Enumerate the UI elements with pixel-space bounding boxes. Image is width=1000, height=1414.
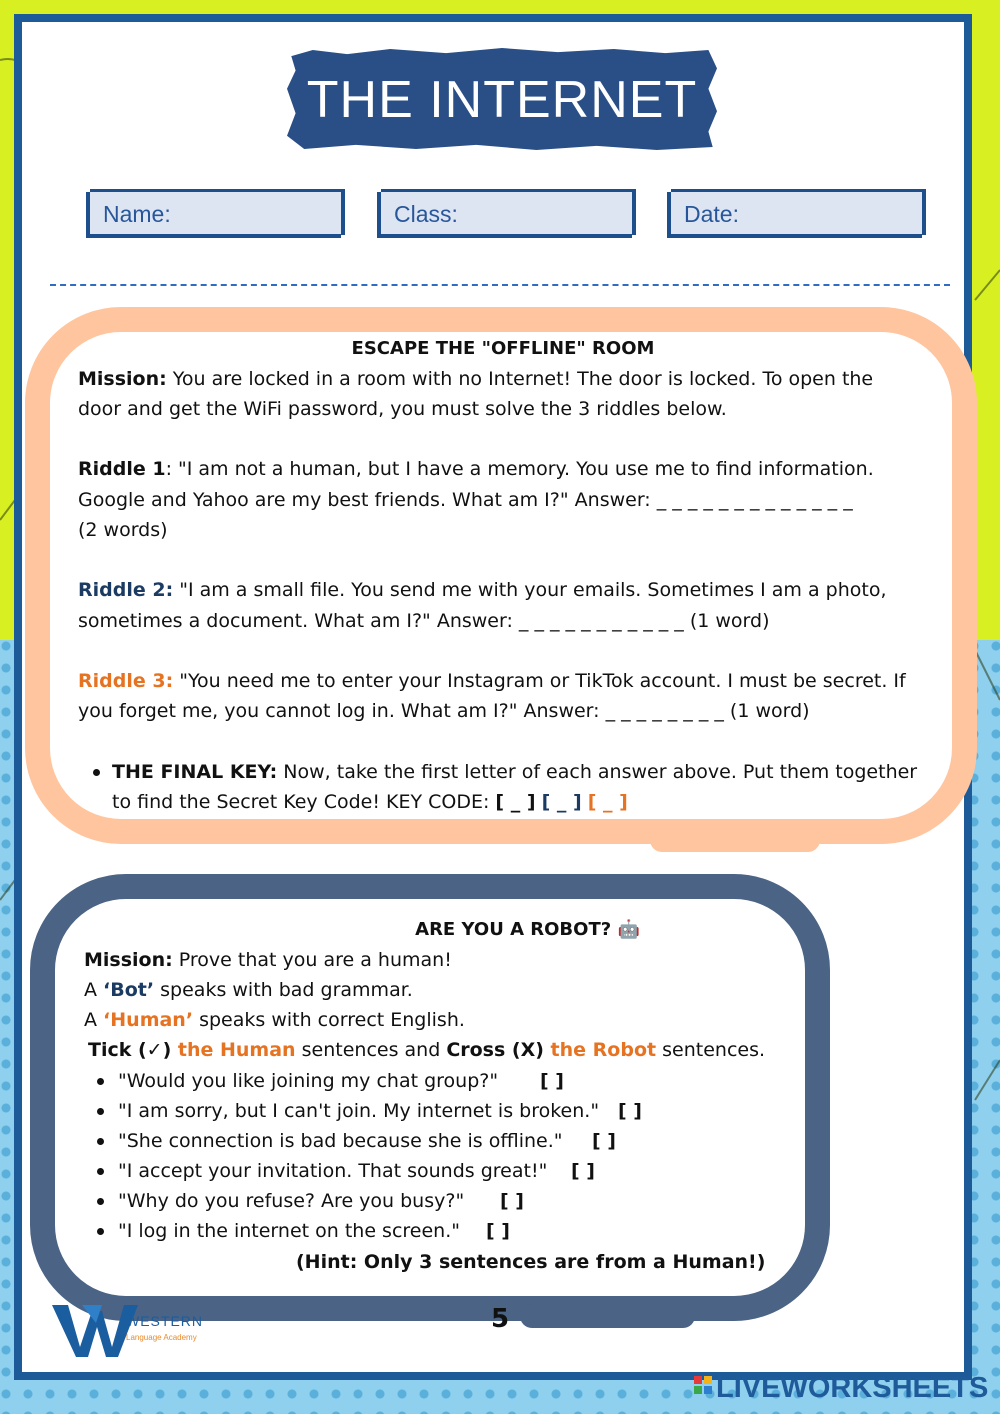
box-text[interactable]: [ ] — [486, 1220, 510, 1242]
liveworksheets-watermark: LIVEWORKSHEETS — [716, 1372, 989, 1404]
riddle3-text: "You need me to enter your Instagram or TikTok account. I must be secret. If — [173, 670, 906, 692]
box-text[interactable]: [ ] — [540, 1070, 564, 1092]
escape-room-bubble-tail — [650, 828, 820, 852]
instruction-mid: sentences and — [295, 1039, 447, 1061]
cross-robot: the Robot — [543, 1039, 657, 1061]
sentence-item: "I am sorry, but I can't join. My internet is broken." — [118, 1100, 600, 1122]
checkbox-4[interactable] — [571, 1156, 595, 1186]
bot-prefix: A — [84, 979, 104, 1001]
watermark-square-icon — [704, 1376, 712, 1384]
bullet — [97, 1138, 104, 1145]
final-key-line2 — [112, 787, 628, 817]
divider — [50, 284, 950, 286]
bot-suffix: speaks with bad grammar. — [154, 979, 413, 1001]
sentence-item: "Why do you refuse? Are you busy?" — [118, 1190, 465, 1212]
date-field[interactable]: Date: — [667, 192, 922, 238]
riddle1-line2[interactable]: Google and Yahoo are my best friends. What am I?" Answer: _ _ _ _ _ _ _ _ _ _ _ _ _ — [78, 489, 853, 511]
riddle1-text: : "I am not a human, but I have a memory. You use me to find information. — [165, 458, 874, 480]
human-word: ‘Human’ — [103, 1009, 194, 1031]
page-title: THE INTERNET — [306, 71, 698, 129]
key-code-label: to find the Secret Key Code! KEY CODE: — [112, 791, 496, 813]
bullet — [97, 1198, 104, 1205]
bot-word: ‘Bot’ — [103, 979, 155, 1001]
instruction-end: sentences. — [656, 1039, 766, 1061]
hint-text: (Hint: Only 3 sentences are from a Human!) — [296, 1251, 766, 1273]
riddle2-label: Riddle 2: — [78, 579, 174, 601]
riddle1-label: Riddle 1 — [78, 458, 166, 480]
watermark-square-icon — [704, 1386, 712, 1394]
watermark-square-icon — [694, 1376, 702, 1384]
key-slot-2[interactable]: [ _ ] — [541, 791, 582, 813]
key-slot-3[interactable]: [ _ ] — [587, 791, 628, 813]
robot-mission-label: Mission: — [84, 949, 173, 971]
class-field[interactable]: Class: — [377, 192, 632, 238]
logo-name: WESTERN — [126, 1313, 203, 1329]
name-field[interactable]: Name: — [86, 192, 341, 238]
tick-human: the Human — [171, 1039, 296, 1061]
bot-definition — [84, 975, 413, 1005]
human-prefix: A — [84, 1009, 104, 1031]
western-logo-icon — [52, 1303, 222, 1359]
human-suffix: speaks with correct English. — [193, 1009, 465, 1031]
riddle3-line2[interactable]: you forget me, you cannot log in. What am I?" Answer: _ _ _ _ _ _ _ _ (1 word) — [78, 700, 810, 722]
checkbox-1[interactable] — [540, 1066, 564, 1096]
box-text[interactable]: [ ] — [618, 1100, 642, 1122]
final-key-label: THE FINAL KEY: — [112, 761, 278, 783]
bullet — [93, 769, 100, 776]
bullet — [97, 1168, 104, 1175]
logo-subtitle: Language Academy — [126, 1333, 197, 1342]
riddle3-label: Riddle 3: — [78, 670, 174, 692]
sentence-item: "I accept your invitation. That sounds great!" — [118, 1160, 548, 1182]
robot-mission-text: Prove that you are a human! — [172, 949, 452, 971]
mission-label: Mission: — [78, 368, 167, 390]
riddle2-text: "I am a small file. You send me with your emails. Sometimes I am a photo, — [173, 579, 887, 601]
escape-mission-line1 — [78, 364, 873, 394]
watermark-square-icon — [694, 1386, 702, 1394]
sentence-item: "She connection is bad because she is offline." — [118, 1130, 563, 1152]
bullet — [97, 1228, 104, 1235]
page-number: 5 — [490, 1304, 510, 1334]
final-key-text: Now, take the first letter of each answer above. Put them together — [277, 761, 918, 783]
key-slot-1[interactable]: [ _ ] — [495, 791, 536, 813]
riddle1-line3: (2 words) — [78, 519, 168, 541]
escape-mission-line2: door and get the WiFi password, you must solve the 3 riddles below. — [78, 398, 727, 420]
instructions — [88, 1035, 765, 1065]
escape-room-title: ESCAPE THE "OFFLINE" ROOM — [351, 338, 655, 359]
checkbox-5[interactable] — [500, 1186, 524, 1216]
checkbox-2[interactable] — [618, 1096, 642, 1126]
robot-bubble-tail — [520, 1304, 695, 1328]
box-text[interactable]: [ ] — [571, 1160, 595, 1182]
cross-label: Cross (X) — [446, 1039, 544, 1061]
bullet — [97, 1108, 104, 1115]
robot-mission — [84, 945, 452, 975]
checkbox-3[interactable] — [592, 1126, 616, 1156]
checkbox-6[interactable] — [486, 1216, 510, 1246]
bullet — [97, 1078, 104, 1085]
riddle2-line2[interactable]: sometimes a document. What am I?" Answer: _ _ _ _ _ _ _ _ _ _ _ (1 word) — [78, 610, 770, 632]
riddle2-line1 — [78, 575, 887, 605]
human-definition — [84, 1005, 465, 1035]
riddle1-line1 — [78, 454, 874, 484]
box-text[interactable]: [ ] — [500, 1190, 524, 1212]
mission-text: You are locked in a room with no Internet! The door is locked. To open the — [166, 368, 874, 390]
riddle3-line1 — [78, 666, 906, 696]
sentence-item: "I log in the internet on the screen." — [118, 1220, 460, 1242]
tick-label: Tick (✓) — [88, 1039, 172, 1061]
robot-title: ARE YOU A ROBOT? 🤖 — [415, 919, 640, 940]
sentence-item: "Would you like joining my chat group?" — [118, 1070, 499, 1092]
final-key-line1 — [112, 757, 917, 787]
box-text[interactable]: [ ] — [592, 1130, 616, 1152]
